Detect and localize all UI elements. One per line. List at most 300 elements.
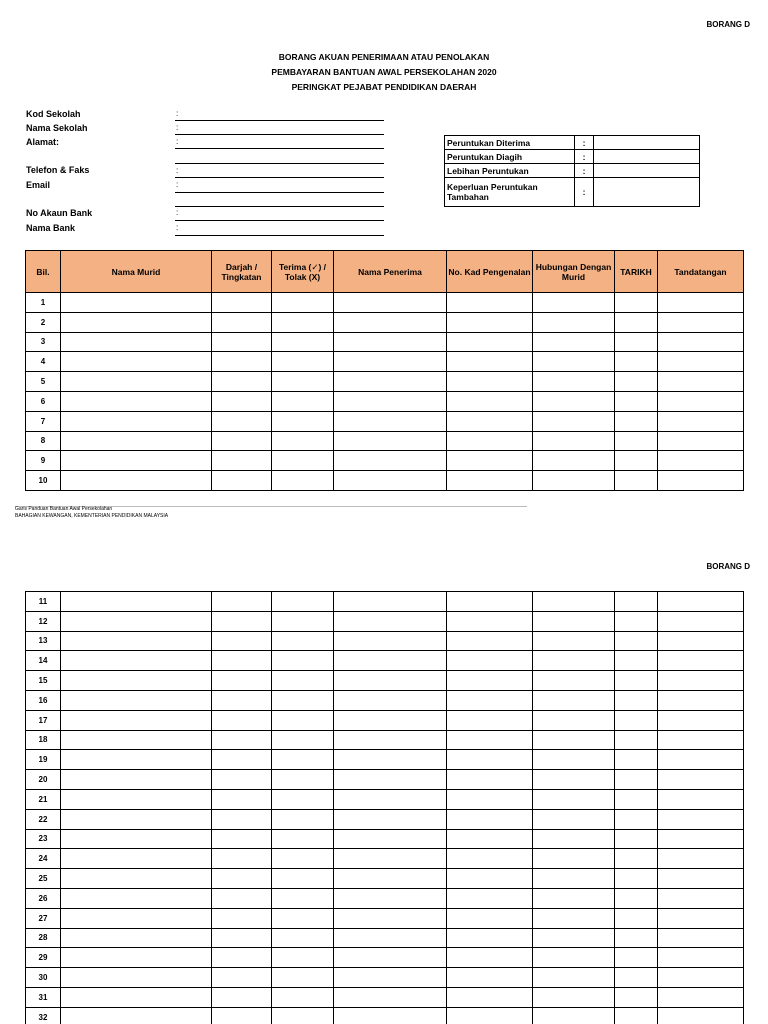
hubungan-cell[interactable] (533, 671, 615, 691)
hubungan-cell[interactable] (533, 770, 615, 790)
no-kad-cell[interactable] (447, 631, 533, 651)
no-kad-cell[interactable] (447, 829, 533, 849)
darjah-cell[interactable] (212, 888, 272, 908)
terima-tolak-cell[interactable] (272, 332, 334, 352)
terima-tolak-cell[interactable] (272, 611, 334, 631)
nama-penerima-cell[interactable] (334, 372, 447, 392)
hubungan-cell[interactable] (533, 869, 615, 889)
nama-murid-cell[interactable] (61, 710, 212, 730)
terima-tolak-cell[interactable] (272, 372, 334, 392)
tarikh-cell[interactable] (615, 431, 658, 451)
nama-penerima-cell[interactable] (334, 770, 447, 790)
terima-tolak-cell[interactable] (272, 651, 334, 671)
terima-tolak-cell[interactable] (272, 968, 334, 988)
nama-penerima-cell[interactable] (334, 592, 447, 612)
hubungan-cell[interactable] (533, 987, 615, 1007)
table-header-row (26, 251, 744, 293)
hubungan-cell[interactable] (533, 431, 615, 451)
no-kad-cell[interactable] (447, 651, 533, 671)
darjah-cell[interactable] (212, 690, 272, 710)
tandatangan-cell[interactable] (658, 809, 744, 829)
no-kad-cell[interactable] (447, 671, 533, 691)
header-bil: Bil. (26, 251, 61, 293)
darjah-cell[interactable] (212, 293, 272, 313)
alamat-colon: : (176, 137, 179, 146)
no-kad-cell[interactable] (447, 312, 533, 332)
tarikh-cell[interactable] (615, 631, 658, 651)
nama-murid-cell[interactable] (61, 770, 212, 790)
nama-penerima-cell[interactable] (334, 987, 447, 1007)
tandatangan-cell[interactable] (658, 411, 744, 431)
darjah-cell[interactable] (212, 987, 272, 1007)
hubungan-cell[interactable] (533, 352, 615, 372)
hubungan-cell[interactable] (533, 789, 615, 809)
terima-tolak-cell[interactable] (272, 592, 334, 612)
tandatangan-cell[interactable] (658, 770, 744, 790)
no-kad-cell[interactable] (447, 690, 533, 710)
nama-penerima-cell[interactable] (334, 869, 447, 889)
tandatangan-cell[interactable] (658, 829, 744, 849)
nama-murid-cell[interactable] (61, 431, 212, 451)
nama-penerima-cell[interactable] (334, 809, 447, 829)
nama-sekolah-field[interactable] (175, 134, 384, 135)
no-kad-cell[interactable] (447, 809, 533, 829)
tandatangan-cell[interactable] (658, 968, 744, 988)
row-number: 23 (26, 829, 61, 849)
tarikh-cell[interactable] (615, 411, 658, 431)
darjah-cell[interactable] (212, 1007, 272, 1024)
nama-murid-cell[interactable] (61, 592, 212, 612)
hubungan-cell[interactable] (533, 651, 615, 671)
nama-bank-field[interactable] (175, 235, 384, 236)
no-kad-cell[interactable] (447, 451, 533, 471)
tandatangan-cell[interactable] (658, 651, 744, 671)
hubungan-cell[interactable] (533, 888, 615, 908)
tandatangan-cell[interactable] (658, 312, 744, 332)
tandatangan-cell[interactable] (658, 391, 744, 411)
nama-penerima-cell[interactable] (334, 710, 447, 730)
tandatangan-cell[interactable] (658, 869, 744, 889)
tandatangan-cell[interactable] (658, 1007, 744, 1024)
hubungan-cell[interactable] (533, 948, 615, 968)
table-row (26, 710, 744, 730)
no-kad-cell[interactable] (447, 1007, 533, 1024)
darjah-cell[interactable] (212, 908, 272, 928)
no-kad-cell[interactable] (447, 987, 533, 1007)
tandatangan-cell[interactable] (658, 352, 744, 372)
tandatangan-cell[interactable] (658, 987, 744, 1007)
nama-murid-cell[interactable] (61, 671, 212, 691)
nama-penerima-cell[interactable] (334, 829, 447, 849)
no-kad-cell[interactable] (447, 750, 533, 770)
no-akaun-bank-field[interactable] (175, 220, 384, 221)
hubungan-cell[interactable] (533, 710, 615, 730)
row-number: 18 (26, 730, 61, 750)
no-kad-cell[interactable] (447, 372, 533, 392)
tarikh-cell[interactable] (615, 829, 658, 849)
tandatangan-cell[interactable] (658, 730, 744, 750)
terima-tolak-cell[interactable] (272, 690, 334, 710)
terima-tolak-cell[interactable] (272, 987, 334, 1007)
no-kad-cell[interactable] (447, 869, 533, 889)
nama-murid-cell[interactable] (61, 391, 212, 411)
terima-tolak-cell[interactable] (272, 789, 334, 809)
tarikh-cell[interactable] (615, 592, 658, 612)
no-kad-cell[interactable] (447, 770, 533, 790)
tandatangan-cell[interactable] (658, 710, 744, 730)
hubungan-cell[interactable] (533, 293, 615, 313)
darjah-cell[interactable] (212, 471, 272, 491)
title-line-3: PERINGKAT PEJABAT PENDIDIKAN DAERAH (291, 82, 477, 92)
recipient-table-page-2 (25, 591, 744, 1024)
hubungan-cell[interactable] (533, 809, 615, 829)
nama-penerima-cell[interactable] (334, 750, 447, 770)
terima-tolak-cell[interactable] (272, 1007, 334, 1024)
tandatangan-cell[interactable] (658, 372, 744, 392)
nama-murid-cell[interactable] (61, 651, 212, 671)
no-kad-cell[interactable] (447, 908, 533, 928)
darjah-cell[interactable] (212, 411, 272, 431)
darjah-cell[interactable] (212, 829, 272, 849)
hubungan-cell[interactable] (533, 312, 615, 332)
hubungan-cell[interactable] (533, 611, 615, 631)
hubungan-cell[interactable] (533, 1007, 615, 1024)
tarikh-cell[interactable] (615, 888, 658, 908)
nama-murid-cell[interactable] (61, 888, 212, 908)
tarikh-cell[interactable] (615, 710, 658, 730)
tandatangan-cell[interactable] (658, 948, 744, 968)
no-kad-cell[interactable] (447, 471, 533, 491)
nama-sekolah-label: Nama Sekolah (26, 123, 88, 133)
allocation-colon: : (575, 136, 594, 150)
allocation-value[interactable] (594, 164, 700, 178)
nama-murid-cell[interactable] (61, 829, 212, 849)
tarikh-cell[interactable] (615, 471, 658, 491)
hubungan-cell[interactable] (533, 471, 615, 491)
no-kad-cell[interactable] (447, 411, 533, 431)
row-number: 19 (26, 750, 61, 770)
terima-tolak-cell[interactable] (272, 948, 334, 968)
darjah-cell[interactable] (212, 391, 272, 411)
table-body (26, 592, 744, 1024)
darjah-cell[interactable] (212, 451, 272, 471)
darjah-cell[interactable] (212, 651, 272, 671)
tandatangan-cell[interactable] (658, 671, 744, 691)
nama-murid-cell[interactable] (61, 631, 212, 651)
tarikh-cell[interactable] (615, 809, 658, 829)
allocation-value[interactable] (594, 150, 700, 164)
nama-penerima-cell[interactable] (334, 1007, 447, 1024)
nama-murid-cell[interactable] (61, 730, 212, 750)
hubungan-cell[interactable] (533, 829, 615, 849)
tarikh-cell[interactable] (615, 611, 658, 631)
tarikh-cell[interactable] (615, 789, 658, 809)
tandatangan-cell[interactable] (658, 631, 744, 651)
nama-murid-cell[interactable] (61, 849, 212, 869)
terima-tolak-cell[interactable] (272, 631, 334, 651)
tarikh-cell[interactable] (615, 372, 658, 392)
no-kad-cell[interactable] (447, 948, 533, 968)
terima-tolak-cell[interactable] (272, 431, 334, 451)
nama-penerima-cell[interactable] (334, 431, 447, 451)
nama-murid-cell[interactable] (61, 1007, 212, 1024)
no-kad-cell[interactable] (447, 968, 533, 988)
hubungan-cell[interactable] (533, 908, 615, 928)
tarikh-cell[interactable] (615, 312, 658, 332)
tarikh-cell[interactable] (615, 332, 658, 352)
terima-tolak-cell[interactable] (272, 730, 334, 750)
tarikh-cell[interactable] (615, 1007, 658, 1024)
tarikh-cell[interactable] (615, 770, 658, 790)
hubungan-cell[interactable] (533, 928, 615, 948)
darjah-cell[interactable] (212, 968, 272, 988)
row-number: 4 (26, 352, 61, 372)
no-kad-cell[interactable] (447, 352, 533, 372)
darjah-cell[interactable] (212, 869, 272, 889)
terima-tolak-cell[interactable] (272, 293, 334, 313)
no-kad-cell[interactable] (447, 888, 533, 908)
allocation-value[interactable] (594, 136, 700, 150)
tandatangan-cell[interactable] (658, 750, 744, 770)
tarikh-cell[interactable] (615, 690, 658, 710)
tarikh-cell[interactable] (615, 908, 658, 928)
darjah-cell[interactable] (212, 750, 272, 770)
tandatangan-cell[interactable] (658, 332, 744, 352)
alamat-field-2[interactable] (175, 163, 384, 164)
terima-tolak-cell[interactable] (272, 829, 334, 849)
tandatangan-cell[interactable] (658, 789, 744, 809)
form-code: BORANG D (706, 20, 750, 29)
nama-murid-cell[interactable] (61, 471, 212, 491)
darjah-cell[interactable] (212, 671, 272, 691)
nama-penerima-cell[interactable] (334, 671, 447, 691)
terima-tolak-cell[interactable] (272, 411, 334, 431)
nama-murid-cell[interactable] (61, 908, 212, 928)
nama-murid-cell[interactable] (61, 332, 212, 352)
email-field-2[interactable] (175, 206, 384, 207)
row-number: 10 (26, 471, 61, 491)
nama-penerima-cell[interactable] (334, 690, 447, 710)
hubungan-cell[interactable] (533, 451, 615, 471)
nama-penerima-cell[interactable] (334, 631, 447, 651)
nama-murid-cell[interactable] (61, 312, 212, 332)
darjah-cell[interactable] (212, 809, 272, 829)
tandatangan-cell[interactable] (658, 928, 744, 948)
no-kad-cell[interactable] (447, 332, 533, 352)
tarikh-cell[interactable] (615, 968, 658, 988)
hubungan-cell[interactable] (533, 411, 615, 431)
darjah-cell[interactable] (212, 431, 272, 451)
terima-tolak-cell[interactable] (272, 809, 334, 829)
nama-penerima-cell[interactable] (334, 789, 447, 809)
no-akaun-bank-label: No Akaun Bank (26, 208, 93, 218)
nama-penerima-cell[interactable] (334, 293, 447, 313)
hubungan-cell[interactable] (533, 849, 615, 869)
nama-murid-cell[interactable] (61, 352, 212, 372)
nama-murid-cell[interactable] (61, 928, 212, 948)
nama-penerima-cell[interactable] (334, 888, 447, 908)
darjah-cell[interactable] (212, 849, 272, 869)
darjah-cell[interactable] (212, 631, 272, 651)
no-kad-cell[interactable] (447, 928, 533, 948)
tarikh-cell[interactable] (615, 352, 658, 372)
nama-murid-cell[interactable] (61, 451, 212, 471)
no-kad-cell[interactable] (447, 592, 533, 612)
nama-murid-cell[interactable] (61, 948, 212, 968)
no-kad-cell[interactable] (447, 431, 533, 451)
email-field-1[interactable] (175, 192, 384, 193)
nama-murid-cell[interactable] (61, 372, 212, 392)
terima-tolak-cell[interactable] (272, 849, 334, 869)
tandatangan-cell[interactable] (658, 908, 744, 928)
nama-penerima-cell[interactable] (334, 948, 447, 968)
nama-murid-cell[interactable] (61, 987, 212, 1007)
kod-sekolah-field[interactable] (175, 120, 384, 121)
nama-penerima-cell[interactable] (334, 611, 447, 631)
alamat-field-1[interactable] (175, 148, 384, 149)
tandatangan-cell[interactable] (658, 471, 744, 491)
nama-penerima-cell[interactable] (334, 411, 447, 431)
hubungan-cell[interactable] (533, 968, 615, 988)
tandatangan-cell[interactable] (658, 293, 744, 313)
row-number: 30 (26, 968, 61, 988)
form-code-page-2: BORANG D (706, 562, 750, 571)
hubungan-cell[interactable] (533, 690, 615, 710)
tarikh-cell[interactable] (615, 451, 658, 471)
hubungan-cell[interactable] (533, 391, 615, 411)
nama-penerima-cell[interactable] (334, 451, 447, 471)
tarikh-cell[interactable] (615, 391, 658, 411)
terima-tolak-cell[interactable] (272, 451, 334, 471)
terima-tolak-cell[interactable] (272, 391, 334, 411)
nama-murid-cell[interactable] (61, 293, 212, 313)
nama-penerima-cell[interactable] (334, 928, 447, 948)
header-no-kad-pengenalan: No. Kad Pengenalan (447, 251, 533, 293)
darjah-cell[interactable] (212, 770, 272, 790)
nama-penerima-cell[interactable] (334, 471, 447, 491)
tarikh-cell[interactable] (615, 928, 658, 948)
darjah-cell[interactable] (212, 948, 272, 968)
darjah-cell[interactable] (212, 730, 272, 750)
terima-tolak-cell[interactable] (272, 750, 334, 770)
nama-murid-cell[interactable] (61, 809, 212, 829)
terima-tolak-cell[interactable] (272, 770, 334, 790)
tarikh-cell[interactable] (615, 948, 658, 968)
tarikh-cell[interactable] (615, 730, 658, 750)
footer-line-2: BAHAGIAN KEWANGAN, KEMENTERIAN PENDIDIKAN MALAYSIA (15, 513, 169, 519)
nama-murid-cell[interactable] (61, 789, 212, 809)
kod-sekolah-colon: : (176, 109, 179, 118)
tarikh-cell[interactable] (615, 750, 658, 770)
hubungan-cell[interactable] (533, 592, 615, 612)
tandatangan-cell[interactable] (658, 611, 744, 631)
terima-tolak-cell[interactable] (272, 908, 334, 928)
allocation-value[interactable] (594, 178, 700, 207)
terima-tolak-cell[interactable] (272, 312, 334, 332)
tarikh-cell[interactable] (615, 293, 658, 313)
row-number: 17 (26, 710, 61, 730)
nama-murid-cell[interactable] (61, 411, 212, 431)
darjah-cell[interactable] (212, 592, 272, 612)
tandatangan-cell[interactable] (658, 592, 744, 612)
no-kad-cell[interactable] (447, 611, 533, 631)
hubungan-cell[interactable] (533, 332, 615, 352)
tarikh-cell[interactable] (615, 987, 658, 1007)
table-row (26, 829, 744, 849)
tarikh-cell[interactable] (615, 869, 658, 889)
darjah-cell[interactable] (212, 352, 272, 372)
nama-penerima-cell[interactable] (334, 651, 447, 671)
nama-penerima-cell[interactable] (334, 391, 447, 411)
terima-tolak-cell[interactable] (272, 352, 334, 372)
no-kad-cell[interactable] (447, 849, 533, 869)
nama-penerima-cell[interactable] (334, 968, 447, 988)
nama-penerima-cell[interactable] (334, 908, 447, 928)
no-kad-cell[interactable] (447, 710, 533, 730)
no-kad-cell[interactable] (447, 391, 533, 411)
allocation-row (445, 164, 700, 178)
tandatangan-cell[interactable] (658, 690, 744, 710)
hubungan-cell[interactable] (533, 730, 615, 750)
row-number: 28 (26, 928, 61, 948)
tarikh-cell[interactable] (615, 651, 658, 671)
no-kad-cell[interactable] (447, 293, 533, 313)
nama-penerima-cell[interactable] (334, 352, 447, 372)
hubungan-cell[interactable] (533, 372, 615, 392)
darjah-cell[interactable] (212, 332, 272, 352)
nama-penerima-cell[interactable] (334, 849, 447, 869)
nama-murid-cell[interactable] (61, 690, 212, 710)
darjah-cell[interactable] (212, 611, 272, 631)
nama-murid-cell[interactable] (61, 968, 212, 988)
tandatangan-cell[interactable] (658, 888, 744, 908)
nama-murid-cell[interactable] (61, 869, 212, 889)
row-number: 20 (26, 770, 61, 790)
nama-penerima-cell[interactable] (334, 730, 447, 750)
no-kad-cell[interactable] (447, 789, 533, 809)
table-row (26, 451, 744, 471)
terima-tolak-cell[interactable] (272, 928, 334, 948)
nama-penerima-cell[interactable] (334, 332, 447, 352)
tandatangan-cell[interactable] (658, 849, 744, 869)
title-line-2: PEMBAYARAN BANTUAN AWAL PERSEKOLAHAN 2020 (271, 67, 497, 77)
terima-tolak-cell[interactable] (272, 888, 334, 908)
nama-murid-cell[interactable] (61, 750, 212, 770)
darjah-cell[interactable] (212, 928, 272, 948)
no-kad-cell[interactable] (447, 730, 533, 750)
hubungan-cell[interactable] (533, 631, 615, 651)
darjah-cell[interactable] (212, 789, 272, 809)
tandatangan-cell[interactable] (658, 451, 744, 471)
table-row (26, 770, 744, 790)
table-row (26, 391, 744, 411)
darjah-cell[interactable] (212, 710, 272, 730)
darjah-cell[interactable] (212, 372, 272, 392)
telefon-faks-field[interactable] (175, 177, 384, 178)
nama-penerima-cell[interactable] (334, 312, 447, 332)
terima-tolak-cell[interactable] (272, 710, 334, 730)
hubungan-cell[interactable] (533, 750, 615, 770)
terima-tolak-cell[interactable] (272, 471, 334, 491)
row-number: 32 (26, 1007, 61, 1024)
tandatangan-cell[interactable] (658, 431, 744, 451)
tarikh-cell[interactable] (615, 849, 658, 869)
terima-tolak-cell[interactable] (272, 869, 334, 889)
nama-murid-cell[interactable] (61, 611, 212, 631)
terima-tolak-cell[interactable] (272, 671, 334, 691)
darjah-cell[interactable] (212, 312, 272, 332)
tarikh-cell[interactable] (615, 671, 658, 691)
